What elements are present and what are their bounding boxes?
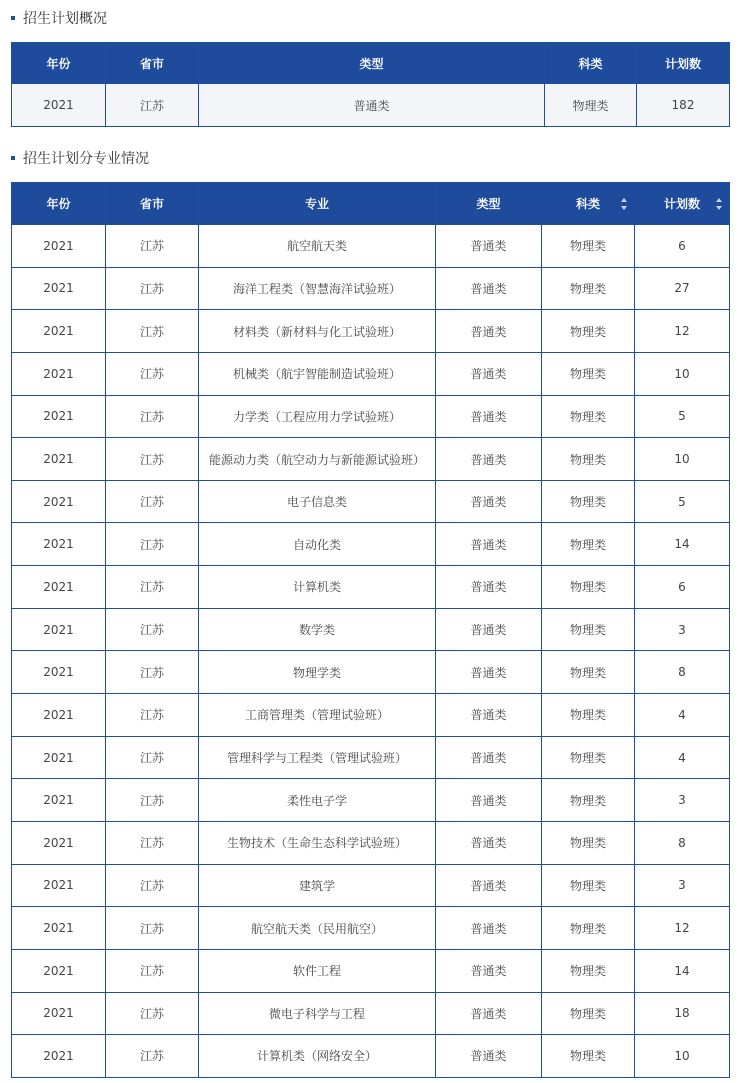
cell-major: 自动化类: [199, 523, 436, 566]
cell-category: 物理类: [542, 779, 635, 822]
table-row: [12, 779, 730, 822]
cell-province: 江苏: [106, 225, 199, 268]
detail-header-province: 省市: [106, 183, 199, 225]
cell-type: 普通类: [436, 821, 542, 864]
cell-plan-count: 10: [635, 438, 730, 481]
cell-year: 2021: [12, 651, 106, 694]
table-row: [12, 523, 730, 566]
cell-category: 物理类: [542, 736, 635, 779]
cell-year: 2021: [12, 1035, 106, 1078]
cell-province: 江苏: [106, 523, 199, 566]
cell-type: 普通类: [436, 694, 542, 737]
cell-plan-count: 5: [635, 395, 730, 438]
detail-title-text: 招生计划分专业情况: [23, 151, 149, 167]
cell-plan-count: 3: [635, 779, 730, 822]
cell-major: 生物技术（生命生态科学试验班）: [199, 821, 436, 864]
cell-major: 软件工程: [199, 949, 436, 992]
summary-cell-category: 物理类: [545, 84, 637, 127]
cell-plan-count: 8: [635, 821, 730, 864]
table-row: [12, 310, 730, 353]
detail-table-body: [12, 225, 730, 1078]
table-row: [12, 694, 730, 737]
cell-major: 机械类（航宇智能制造试验班）: [199, 352, 436, 395]
cell-province: 江苏: [106, 736, 199, 779]
cell-plan-count: 4: [635, 694, 730, 737]
cell-type: 普通类: [436, 267, 542, 310]
cell-province: 江苏: [106, 694, 199, 737]
cell-plan-count: 10: [635, 352, 730, 395]
cell-plan-count: 8: [635, 651, 730, 694]
cell-type: 普通类: [436, 864, 542, 907]
sort-icon[interactable]: [716, 198, 723, 210]
cell-plan-count: 5: [635, 480, 730, 523]
cell-province: 江苏: [106, 438, 199, 481]
cell-major: 计算机类: [199, 566, 436, 609]
summary-header-year: 年份: [12, 43, 106, 84]
cell-province: 江苏: [106, 821, 199, 864]
summary-header-row: [12, 43, 730, 84]
cell-province: 江苏: [106, 480, 199, 523]
cell-year: 2021: [12, 736, 106, 779]
table-row: [12, 608, 730, 651]
cell-category: 物理类: [542, 352, 635, 395]
cell-major: 电子信息类: [199, 480, 436, 523]
cell-major: 计算机类（网络安全）: [199, 1035, 436, 1078]
table-row: [12, 225, 730, 268]
cell-type: 普通类: [436, 779, 542, 822]
cell-type: 普通类: [436, 907, 542, 950]
detail-header-plan-count-label: 计划数: [663, 197, 700, 211]
cell-year: 2021: [12, 523, 106, 566]
cell-year: 2021: [12, 949, 106, 992]
cell-province: 江苏: [106, 352, 199, 395]
cell-plan-count: 6: [635, 225, 730, 268]
cell-category: 物理类: [542, 480, 635, 523]
cell-category: 物理类: [542, 566, 635, 609]
table-row: [12, 267, 730, 310]
cell-year: 2021: [12, 225, 106, 268]
cell-major: 管理科学与工程类（管理试验班）: [199, 736, 436, 779]
cell-type: 普通类: [436, 395, 542, 438]
cell-year: 2021: [12, 566, 106, 609]
summary-title-text: 招生计划概况: [23, 11, 107, 27]
summary-cell-type: 普通类: [199, 84, 545, 127]
cell-category: 物理类: [542, 267, 635, 310]
cell-major: 微电子科学与工程: [199, 992, 436, 1035]
cell-province: 江苏: [106, 949, 199, 992]
table-row: [12, 864, 730, 907]
cell-type: 普通类: [436, 608, 542, 651]
cell-category: 物理类: [542, 608, 635, 651]
table-row: [12, 736, 730, 779]
cell-category: 物理类: [542, 907, 635, 950]
cell-province: 江苏: [106, 779, 199, 822]
sort-icon[interactable]: [621, 198, 628, 210]
cell-province: 江苏: [106, 566, 199, 609]
cell-plan-count: 14: [635, 949, 730, 992]
cell-year: 2021: [12, 608, 106, 651]
cell-category: 物理类: [542, 949, 635, 992]
cell-category: 物理类: [542, 864, 635, 907]
cell-major: 物理学类: [199, 651, 436, 694]
cell-category: 物理类: [542, 395, 635, 438]
major-plan-table: [11, 182, 730, 1078]
cell-province: 江苏: [106, 395, 199, 438]
cell-type: 普通类: [436, 566, 542, 609]
table-row: [12, 907, 730, 950]
cell-year: 2021: [12, 310, 106, 353]
cell-major: 海洋工程类（智慧海洋试验班）: [199, 267, 436, 310]
cell-plan-count: 27: [635, 267, 730, 310]
cell-year: 2021: [12, 907, 106, 950]
cell-province: 江苏: [106, 1035, 199, 1078]
cell-category: 物理类: [542, 821, 635, 864]
cell-type: 普通类: [436, 651, 542, 694]
detail-header-category-label: 科类: [575, 197, 600, 211]
cell-type: 普通类: [436, 225, 542, 268]
table-row: [12, 1035, 730, 1078]
cell-type: 普通类: [436, 523, 542, 566]
summary-cell-plan-count: 182: [637, 84, 730, 127]
detail-header-type: 类型: [436, 183, 542, 225]
table-row: [12, 480, 730, 523]
cell-plan-count: 12: [635, 907, 730, 950]
summary-cell-province: 江苏: [106, 84, 199, 127]
cell-year: 2021: [12, 352, 106, 395]
cell-province: 江苏: [106, 864, 199, 907]
cell-plan-count: 3: [635, 864, 730, 907]
cell-category: 物理类: [542, 225, 635, 268]
detail-header-row: [12, 183, 730, 225]
summary-row: [12, 84, 730, 127]
cell-category: 物理类: [542, 694, 635, 737]
cell-province: 江苏: [106, 267, 199, 310]
cell-category: 物理类: [542, 438, 635, 481]
cell-major: 航空航天类: [199, 225, 436, 268]
summary-header-plan-count: 计划数: [637, 43, 730, 84]
cell-province: 江苏: [106, 310, 199, 353]
detail-section-title: [11, 146, 149, 170]
table-row: [12, 949, 730, 992]
detail-header-year: 年份: [12, 183, 106, 225]
table-row: [12, 992, 730, 1035]
summary-section-title: [11, 6, 107, 30]
cell-year: 2021: [12, 992, 106, 1035]
table-row: [12, 651, 730, 694]
cell-province: 江苏: [106, 992, 199, 1035]
table-row: [12, 352, 730, 395]
cell-type: 普通类: [436, 1035, 542, 1078]
cell-category: 物理类: [542, 651, 635, 694]
cell-major: 航空航天类（民用航空）: [199, 907, 436, 950]
cell-plan-count: 12: [635, 310, 730, 353]
table-row: [12, 438, 730, 481]
bullet-icon: [11, 156, 15, 160]
cell-year: 2021: [12, 821, 106, 864]
cell-type: 普通类: [436, 352, 542, 395]
cell-type: 普通类: [436, 480, 542, 523]
cell-major: 建筑学: [199, 864, 436, 907]
cell-type: 普通类: [436, 438, 542, 481]
cell-type: 普通类: [436, 949, 542, 992]
cell-year: 2021: [12, 480, 106, 523]
cell-type: 普通类: [436, 992, 542, 1035]
cell-major: 力学类（工程应用力学试验班）: [199, 395, 436, 438]
detail-header-plan-count[interactable]: [635, 183, 730, 225]
cell-category: 物理类: [542, 1035, 635, 1078]
table-row: [12, 566, 730, 609]
cell-plan-count: 3: [635, 608, 730, 651]
bullet-icon: [11, 16, 15, 20]
summary-table: [11, 42, 730, 127]
cell-major: 工商管理类（管理试验班）: [199, 694, 436, 737]
detail-header-major: 专业: [199, 183, 436, 225]
cell-year: 2021: [12, 267, 106, 310]
cell-category: 物理类: [542, 523, 635, 566]
table-row: [12, 821, 730, 864]
cell-province: 江苏: [106, 651, 199, 694]
cell-category: 物理类: [542, 310, 635, 353]
cell-year: 2021: [12, 438, 106, 481]
cell-plan-count: 10: [635, 1035, 730, 1078]
summary-cell-year: 2021: [12, 84, 106, 127]
cell-major: 柔性电子学: [199, 779, 436, 822]
detail-header-category[interactable]: [542, 183, 635, 225]
cell-province: 江苏: [106, 608, 199, 651]
cell-type: 普通类: [436, 310, 542, 353]
cell-province: 江苏: [106, 907, 199, 950]
cell-plan-count: 14: [635, 523, 730, 566]
summary-header-province: 省市: [106, 43, 199, 84]
cell-year: 2021: [12, 864, 106, 907]
cell-plan-count: 6: [635, 566, 730, 609]
summary-header-category: 科类: [545, 43, 637, 84]
cell-type: 普通类: [436, 736, 542, 779]
cell-major: 能源动力类（航空动力与新能源试验班）: [199, 438, 436, 481]
cell-plan-count: 4: [635, 736, 730, 779]
table-row: [12, 395, 730, 438]
cell-year: 2021: [12, 779, 106, 822]
cell-major: 材料类（新材料与化工试验班）: [199, 310, 436, 353]
cell-category: 物理类: [542, 992, 635, 1035]
cell-year: 2021: [12, 694, 106, 737]
cell-year: 2021: [12, 395, 106, 438]
summary-header-type: 类型: [199, 43, 545, 84]
cell-major: 数学类: [199, 608, 436, 651]
cell-plan-count: 18: [635, 992, 730, 1035]
